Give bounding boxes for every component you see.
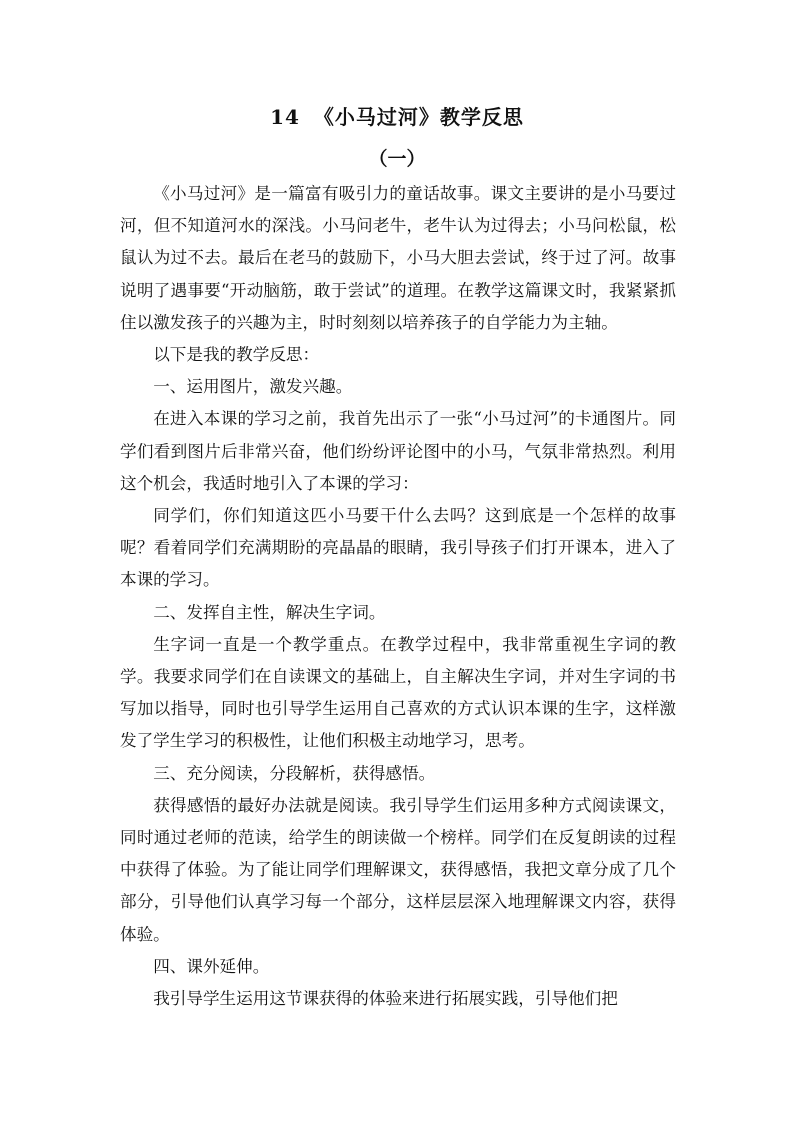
section-subtitle: （一） [368,148,426,170]
paragraph-section-3: 获得感悟的最好办法就是阅读。我引导学生们运用多种方式阅读课文，同时通过老师的范读，给学生的朗读做一个榜样。同学们在反复朗读的过程中获得了体验。为了能让同学们理解课文，获得感悟，我把文章分成了几个部分，引导他们认真学习每一个部分，这样层层深入地理解课文内容，获得体验。 [120,795,676,944]
section-heading-3: 三、充分阅读，分段解析，获得感悟。 [153,763,436,783]
title-number: 14 [270,105,300,129]
paragraph-intro: 《小马过河》是一篇富有吸引力的童话故事。课文主要讲的是小马要过河，但不知道河水的深浅。小马问老牛，老牛认为过得去；小马问松鼠，松鼠认为过不去。最后在老马的鼓励下，小马大胆去尝试，终于过了河。故事说明了遇事要“开动脑筋，敢于尝试”的道理。在教学这篇课文时，我紧紧抓住以激发孩子的兴趣为主，时时刻刻以培养孩子的自学能力为主轴。 [120,184,676,332]
title-text: 《小马过河》教学反思 [313,105,524,129]
paragraph-section-1-question: 同学们，你们知道这匹小马要干什么去吗？这到底是一个怎样的故事呢？看着同学们充满期盼的亮晶晶的眼睛，我引导孩子们打开课本，进入了本课的学习。 [120,506,676,590]
section-heading-1: 一、运用图片，激发兴趣。 [153,377,353,397]
section-heading-4: 四、课外延伸。 [153,956,270,976]
page-title [0,104,794,130]
paragraph-section-1: 在进入本课的学习之前，我首先出示了一张“小马过河”的卡通图片。同学们看到图片后非常兴奋，他们纷纷评论图中的小马，气氛非常热烈。利用这个机会，我适时地引入了本课的学习： [120,409,676,493]
paragraph-reflection-lead: 以下是我的教学反思： [153,345,320,365]
paragraph-section-4: 我引导学生运用这节课获得的体验来进行拓展实践，引导他们把 [153,989,618,1009]
section-heading-2: 二、发挥自主性，解决生字词。 [153,602,386,622]
paragraph-section-2: 生字词一直是一个教学重点。在教学过程中，我非常重视生字词的教学。我要求同学们在自读课文的基础上，自主解决生字词，并对生字词的书写加以指导，同时也引导学生运用自己喜欢的方式认识本课的生字，这样激发了学生学习的积极性，让他们积极主动地学习，思考。 [120,634,676,751]
body-text [120,178,676,1015]
